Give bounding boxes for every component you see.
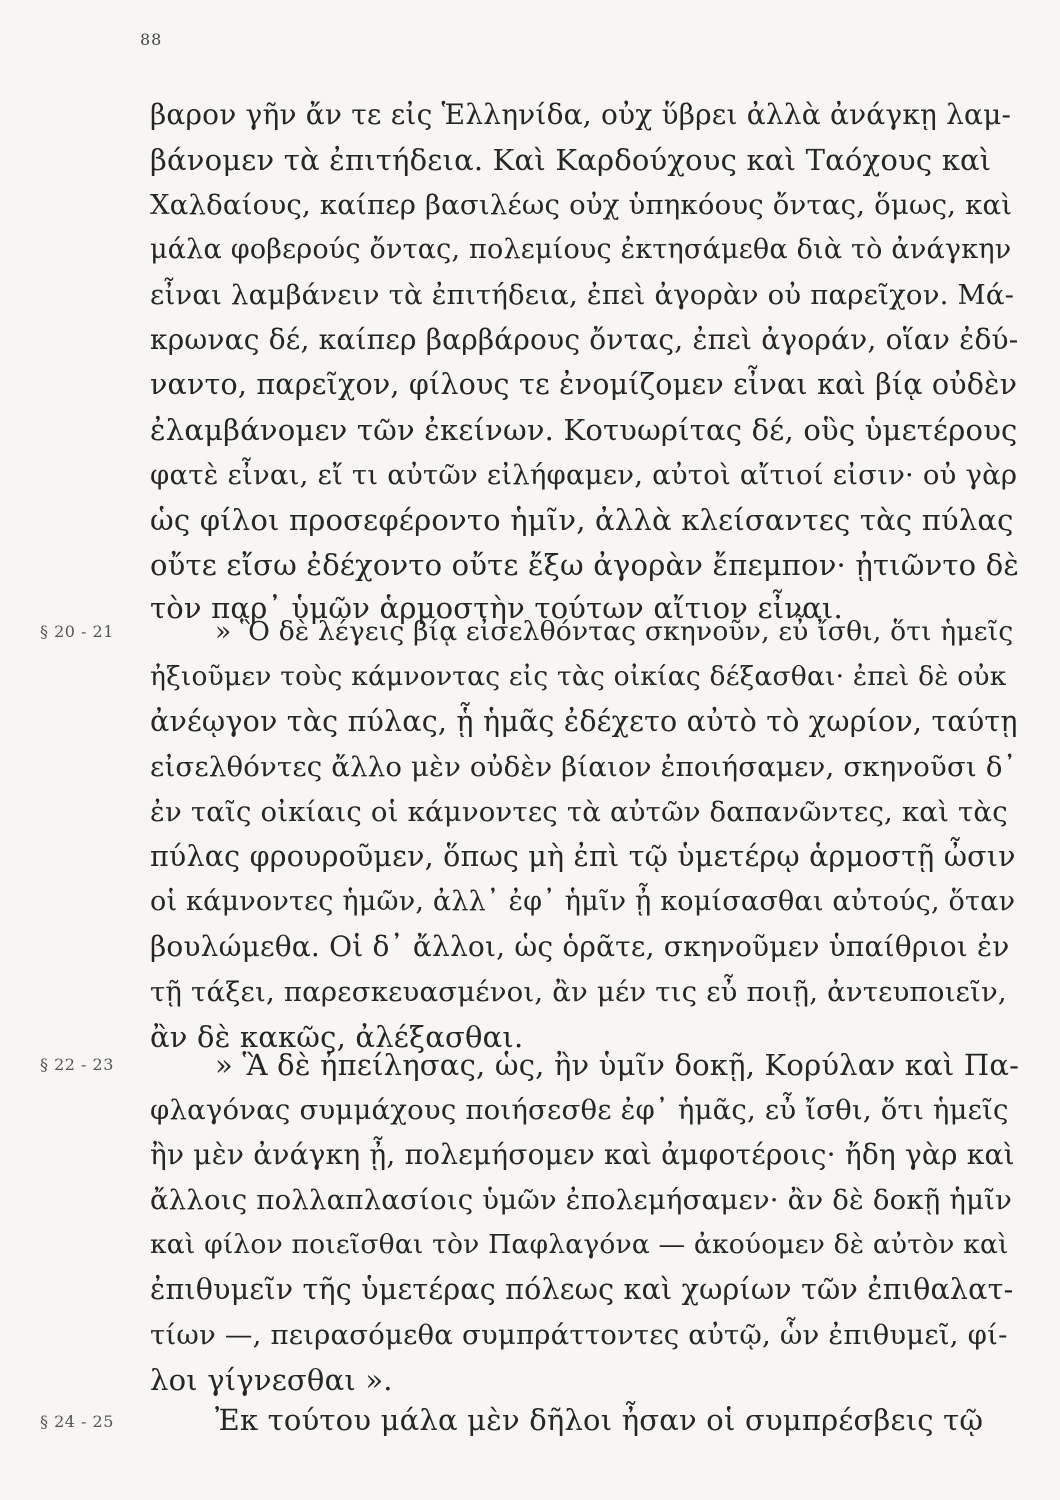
text-line: οὔτε εἴσω ἐδέχοντο οὔτε ἔξω ἀγορὰν ἔπεμπον· ᾐτιῶντο δὲ: [150, 548, 1020, 582]
text-line: ἄλλοις πολλαπλασίοις ὑμῶν ἐπολεμήσαμεν· ἂν δὲ δοκῇ ἡμῖν: [150, 1184, 1013, 1216]
section-marker: § 24 - 25: [40, 1412, 114, 1431]
text-line: ναντο, παρεῖχον, φίλους τε ἐνομίζομεν εἶναι καὶ βίᾳ οὐδὲν: [150, 368, 1018, 401]
text-line: βάνομεν τὰ ἐπιτήδεια. Καὶ Καρδούχους καὶ Ταόχους καὶ: [150, 143, 992, 177]
text-line: ὡς φίλοι προσεφέροντο ἡμῖν, ἀλλὰ κλείσαντες τὰς πύλας: [150, 503, 1014, 537]
text-line: » Ἃ δὲ ἠπείλησας, ὡς, ἢν ὑμῖν δοκῇ, Κορύλαν καὶ Πα-: [215, 1048, 1020, 1082]
text-line: Ἐκ τούτου μάλα μὲν δῆλοι ἦσαν οἱ συμπρέσβεις τῷ: [215, 1403, 984, 1437]
section-marker: § 22 - 23: [40, 1055, 114, 1074]
text-line: Χαλδαίους, καίπερ βασιλέως οὐχ ὑπηκόους ὄντας, ὅμως, καὶ: [150, 189, 1013, 221]
text-line: ἠξιοῦμεν τοὺς κάμνοντας εἰς τὰς οἰκίας δέξασθαι· ἐπεὶ δὲ οὐκ: [150, 661, 1007, 692]
text-line: οἱ κάμνοντες ἡμῶν, ἀλλ᾽ ἐφ᾽ ἡμῖν ᾖ κομίσασθαι αὐτούς, ὅταν: [150, 886, 1016, 917]
text-line: ἐλαμβάνομεν τῶν ἐκείνων. Κοτυωρίτας δέ, οὓς ὑμετέρους: [150, 413, 1018, 447]
section-marker: § 20 - 21: [40, 622, 114, 641]
text-line: καὶ φίλον ποιεῖσθαι τὸν Παφλαγόνα — ἀκούομεν δὲ αὐτὸν καὶ: [150, 1229, 1009, 1260]
text-line: πύλας φρουροῦμεν, ὅπως μὴ ἐπὶ τῷ ὑμετέρῳ ἁρμοστῇ ὦσιν: [150, 840, 1016, 873]
text-line: ἐπιθυμεῖν τῆς ὑμετέρας πόλεως καὶ χωρίων τῶν ἐπιθαλατ-: [150, 1273, 1014, 1306]
text-line: τῇ τάξει, παρεσκευασμένοι, ἂν μέν τις εὖ ποιῇ, ἀντευποιεῖν,: [150, 976, 1007, 1008]
text-line: ἀνέῳγον τὰς πύλας, ᾗ ἡμᾶς ἐδέχετο αὐτὸ τὸ χωρίον, ταύτῃ: [150, 705, 1018, 738]
text-line: κρωνας δέ, καίπερ βαρβάρους ὄντας, ἐπεὶ ἀγοράν, οἵαν ἐδύ-: [150, 323, 1019, 356]
text-line: ἂν δὲ κακῶς, ἀλέξασθαι.: [150, 1020, 524, 1054]
text-line: μάλα φοβερούς ὄντας, πολεμίους ἐκτησάμεθα διὰ τὸ ἀνάγκην: [150, 234, 1012, 265]
text-line: ἐν ταῖς οἰκίαις οἱ κάμνοντες τὰ αὐτῶν δαπανῶντες, καὶ τὰς: [150, 796, 1008, 828]
text-line: τὸν παρ᾽ ὑμῶν ἁρμοστὴν τούτων αἴτιον εἶναι.: [150, 591, 843, 625]
text-line: τίων —, πειρασόμεθα συμπράττοντες αὐτῷ, ὧν ἐπιθυμεῖ, φί-: [150, 1319, 1008, 1351]
text-line: εἰσελθόντες ἄλλο μὲν οὐδὲν βίαιον ἐποιήσαμεν, σκηνοῦσι δ᾽: [150, 751, 1017, 783]
text-line: φατὲ εἶναι, εἴ τι αὐτῶν εἰλήφαμεν, αὐτοὶ αἴτιοί εἰσιν· οὐ γὰρ: [150, 459, 1018, 491]
text-line: » Ὃ δὲ λέγεις βίᾳ εἰσελθόντας σκηνοῦν, εὖ ἴσθι, ὅτι ἡμεῖς: [215, 616, 1014, 647]
text-line: φλαγόνας συμμάχους ποιήσεσθε ἐφ᾽ ἡμᾶς, εὖ ἴσθι, ὅτι ἡμεῖς: [150, 1094, 1009, 1126]
text-line: βαρον γῆν ἄν τε εἰς Ἑλληνίδα, οὐχ ὕβρει ἀλλὰ ἀνάγκῃ λαμ-: [150, 98, 1012, 131]
text-line: βουλώμεθα. Οἱ δ᾽ ἄλλοι, ὡς ὁρᾶτε, σκηνοῦμεν ὑπαίθριοι ἐν: [150, 930, 1010, 963]
text-line: λοι γίγνεσθαι ».: [150, 1363, 393, 1397]
text-line: ἢν μὲν ἀνάγκη ᾖ, πολεμήσομεν καὶ ἀμφοτέροις· ἤδη γὰρ καὶ: [150, 1138, 1015, 1171]
text-line: εἶναι λαμβάνειν τὰ ἐπιτήδεια, ἐπεὶ ἀγορὰν οὐ παρεῖχον. Μά-: [150, 279, 1015, 311]
page-number: 88: [140, 30, 163, 49]
